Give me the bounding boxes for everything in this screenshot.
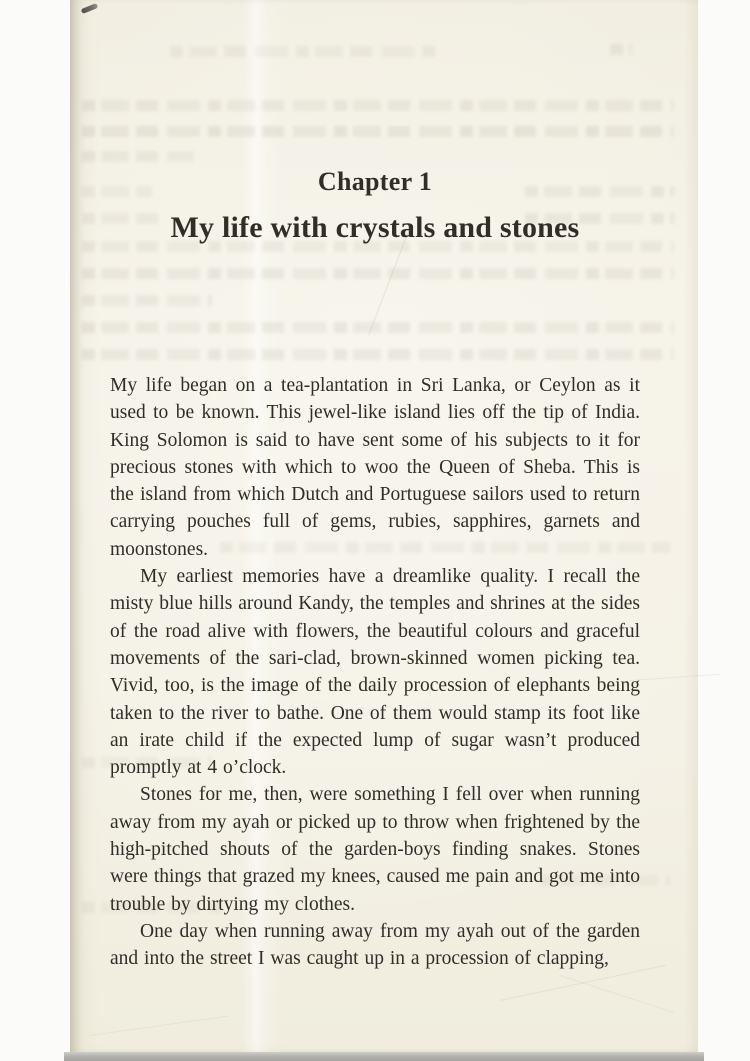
pen-mark xyxy=(81,3,99,14)
text-column xyxy=(110,0,640,973)
body-text xyxy=(110,372,640,973)
paragraph: One day when running away from my ayah out of the garden and into the street I was caught up in a procession of clapping, xyxy=(110,920,640,970)
paragraph: My life began on a tea-plantation in Sri Lanka, or Ceylon as it used to be known. This jewel-like island lies off the tip of India. King Solomon is said to have sent some of his subjects to it for precious stones with which to woo the Queen of Sheba. This is the island from which Dutch and Portuguese sailors used to return carrying pouches full of gems, rubies, sapphires, garnets and moonstones. xyxy=(110,375,640,560)
paper-page xyxy=(70,0,698,1052)
paragraph: Stones for me, then, were something I fell over when running away from my ayah or picked up to throw when frightened by the high-pitched shouts of the garden-boys finding snakes. Stones were things that grazed my knees, caused me pain and got me into trouble by dirtying my clothes. xyxy=(110,784,640,915)
scratch-line xyxy=(630,674,720,681)
chapter-title-heading: My life with crystals and stones xyxy=(170,211,580,244)
scratch-line xyxy=(90,1016,229,1036)
scratch-line xyxy=(560,975,674,1013)
scan-bottom-strip xyxy=(64,1052,704,1061)
paragraph: My earliest memories have a dreamlike quality. I recall the misty blue hills around Kandy, the temples and shrines at the sides of the road alive with flowers, the beautiful colours and graceful movements of the sari-clad, brown-skinned women picking tea. Vivid, too, is the image of the daily procession of elephants being taken to the river to bathe. One of them would stamp its foot like an irate child if the expected lump of sugar wasn’t produced promptly at 4 o’clock. xyxy=(110,566,640,779)
chapter-number-heading: Chapter 1 xyxy=(317,167,433,196)
